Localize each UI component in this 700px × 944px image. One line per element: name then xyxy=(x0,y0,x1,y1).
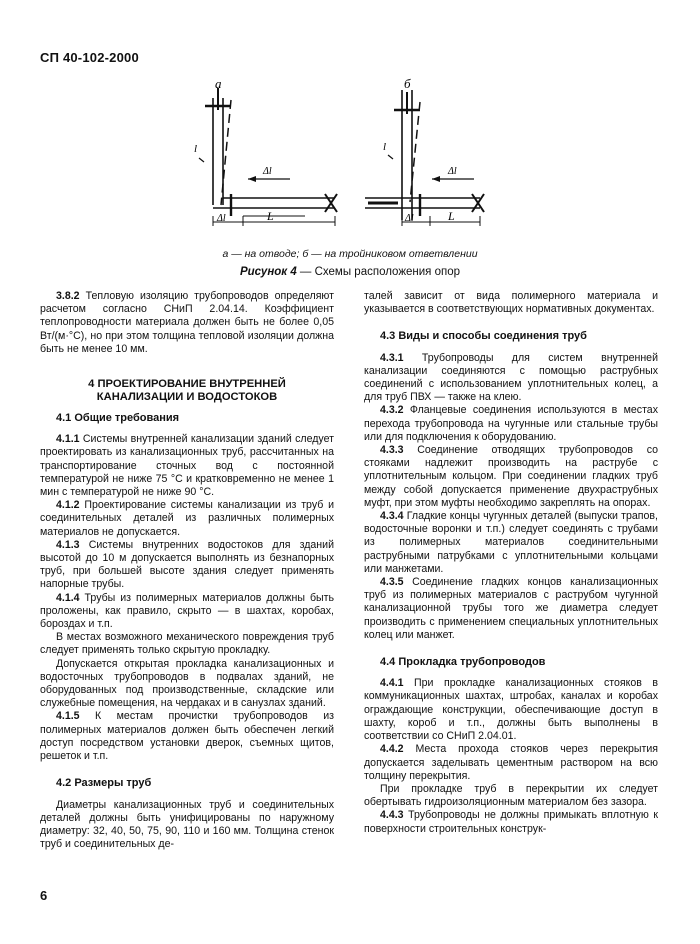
paragraph-open-laying: Допускается открытая прокладка канализационных и водосточных трубопроводов в подвалах зданий, не оборудованных под производственные, складские или служебные помещения, на чердаках и в санузлах зданий. xyxy=(40,657,334,710)
page-number: 6 xyxy=(40,888,48,903)
clause-number: 4.1.4 xyxy=(56,591,80,604)
paragraph-4-1-3 xyxy=(40,539,334,592)
scheme-a-elbow xyxy=(199,88,337,226)
paragraph-4-3-4 xyxy=(364,510,658,576)
scheme-b-dl-label: Δl xyxy=(448,166,457,177)
paragraph-text: Проектирование системы канализации из труб и соединительных деталей из различных полимерных материалов не допускается. xyxy=(40,499,334,538)
clause-number: 4.1.3 xyxy=(56,538,80,551)
paragraph-text: К местам прочистки трубопроводов из полимерных материалов должен быть обеспечен легкий доступ посредством установки дверок, съемных щитов, решеток и т.п. xyxy=(40,710,334,763)
scheme-b-dl-bottom-label: Δl xyxy=(405,213,414,224)
paragraph-4-1-1 xyxy=(40,433,334,499)
paragraph-text: Трубопроводы для систем внутренней канализации соединяются с помощью раструбных соединений с использованием уплотнительных колец, а для труб ПВХ — также на клею. xyxy=(364,351,658,404)
paragraph-text: Системы внутренних водостоков для зданий высотой до 10 м допускается выполнять из безнапорных труб, при большей высоте здания следует применять напорные трубы. xyxy=(40,538,334,591)
subsection-4-3-heading: 4.3 Виды и способы соединения труб xyxy=(380,330,587,343)
scheme-b-tee xyxy=(365,90,484,226)
paragraph-4-4-1 xyxy=(364,677,658,743)
figure-4 xyxy=(0,70,700,280)
paragraph-mechanical-damage: В местах возможного механического повреждения труб следует применять только скрытую прокладку. xyxy=(40,631,334,657)
clause-number: 4.3.5 xyxy=(380,576,404,589)
scheme-b-L-label: L xyxy=(448,209,455,223)
section-4-heading-line2: КАНАЛИЗАЦИИ И ВОДОСТОКОВ xyxy=(96,391,278,404)
paragraph-4-1-5 xyxy=(40,710,334,763)
paragraph-4-3-5 xyxy=(364,576,658,642)
paragraph-text: Места прохода стояков через перекрытия допускается заделывать цементным раствором на всю толщину перекрытия. xyxy=(364,743,658,782)
clause-number: 4.3.4 xyxy=(380,510,404,523)
paragraph-4-4-3 xyxy=(364,809,658,835)
paragraph-floor-wrapping: При прокладке труб в перекрытии их следует обертывать гидроизоляционным материалом без зазора. xyxy=(364,782,658,809)
clause-number: 4.4.1 xyxy=(380,677,404,690)
paragraph-text: При прокладке канализационных стояков в коммуникационных шахтах, штробах, каналах и коробах ограждающие конструкции, обеспечивающие доступ в шахту, короб и т.п., должны быть выполнены в соответствии со СНиП 2.04.01. xyxy=(364,677,658,743)
paragraph-text: Тепловую изоляцию трубопроводов определяют расчетом согласно СНиП 2.04.14. Коэффициент теплопроводности материала должен быть не более 0,05 Вт/(м·°С), но при этом толщина тепловой изоляции должна быть не менее 10 мм. xyxy=(40,290,334,355)
document-code: СП 40-102-2000 xyxy=(40,50,139,65)
scheme-a-dl-bottom-label: Δl xyxy=(217,213,226,224)
paragraph-4-2: Диаметры канализационных труб и соединительных деталей должны быть унифицированы по наружному диаметру: 32, 40, 50, 75, 90, 110 и 160 мм. Толщина стенок труб и соединительных де- xyxy=(40,798,334,851)
clause-number: 4.4.2 xyxy=(380,743,404,756)
paragraph-4-3-2 xyxy=(364,404,658,444)
paragraph-text: Соединение отводящих трубопроводов со стояками надлежит производить на раструбе с уплотнительным кольцом. При соединении гладких труб между собой допускается применение двухраструбных муфт, при этом муфты необходимо закреплять на опорах. xyxy=(364,444,658,509)
paragraph-text: Системы внутренней канализации зданий следует проектировать из канализационных труб, рассчитанных на транспортирование сточных вод с постоянной температурой не ниже 75 °С и кратковременно не менее 1 мин с температурой не ниже 90 °С. xyxy=(40,433,334,499)
scheme-b-l-label: l xyxy=(383,141,387,153)
paragraph-4-1-4 xyxy=(40,592,334,632)
clause-number: 4.3.2 xyxy=(380,404,404,417)
figure-caption-text: — Схемы расположения опор xyxy=(296,266,461,278)
figure-caption xyxy=(0,266,700,278)
paragraph-4-3-3 xyxy=(364,444,658,510)
figure-caption-label: Рисунок 4 xyxy=(239,266,297,278)
paragraph-text: Трубы из полимерных материалов должны быть проложены, как правило, скрыто — в шахтах, коробах, бороздах и т.п. xyxy=(40,591,334,631)
scheme-a-label: а xyxy=(215,76,222,91)
paragraph-text: Соединение гладких концов канализационных труб из полимерных материалов с раструбом чугунной канализационной трубы того же диаметра следует производить с применением специальных уплотнительных колец или манжет. xyxy=(364,576,658,641)
scheme-a-l-label: l xyxy=(194,143,198,155)
right-column xyxy=(364,290,658,836)
scheme-a-dl-label: Δl xyxy=(263,166,272,177)
clause-number: 4.3.1 xyxy=(380,351,404,364)
clause-number: 4.4.3 xyxy=(380,809,404,822)
paragraph-text: Трубопроводы не должны примыкать вплотную к поверхности строительных конструк- xyxy=(364,809,658,835)
paragraph-4-4-2 xyxy=(364,743,658,783)
clause-number: 4.1.1 xyxy=(56,433,80,446)
clause-number: 4.3.3 xyxy=(380,444,404,457)
paragraph-3-8-2 xyxy=(40,290,334,356)
subsection-4-2-heading: 4.2 Размеры труб xyxy=(56,777,152,790)
paragraph-text: Фланцевые соединения используются в местах перехода трубопровода на чугунные или стальные трубы или для подключения к оборудованию. xyxy=(364,404,658,443)
section-4-heading-line1: 4 ПРОЕКТИРОВАНИЕ ВНУТРЕННЕЙ xyxy=(88,378,286,391)
subsection-4-4-heading: 4.4 Прокладка трубопроводов xyxy=(380,656,546,669)
clause-number: 4.1.2 xyxy=(56,499,80,512)
paragraph-4-1-2 xyxy=(40,499,334,539)
scheme-a-L-label: L xyxy=(267,209,274,223)
support-scheme-diagram xyxy=(0,70,700,250)
paragraph-4-3-1 xyxy=(364,352,658,405)
paragraph-continuation: талей зависит от вида полимерного материала и указывается в соответствующих нормативных документах. xyxy=(364,290,658,316)
subsection-4-1-heading: 4.1 Общие требования xyxy=(56,412,180,425)
section-4-heading xyxy=(40,378,334,404)
clause-number: 4.1.5 xyxy=(56,710,80,723)
left-column xyxy=(40,290,334,851)
paragraph-text: Гладкие концы чугунных деталей (выпуски трапов, водосточные воронки и т.п.) следует соединять с трубами из полимерных материалов соединительными раструбными патрубками с уплотнительными кольцами или манжетами. xyxy=(364,510,658,575)
scheme-b-label: б xyxy=(404,76,411,91)
clause-number: 3.8.2 xyxy=(56,290,80,302)
figure-legend: а — на отводе; б — на тройниковом ответвлении xyxy=(222,248,478,260)
